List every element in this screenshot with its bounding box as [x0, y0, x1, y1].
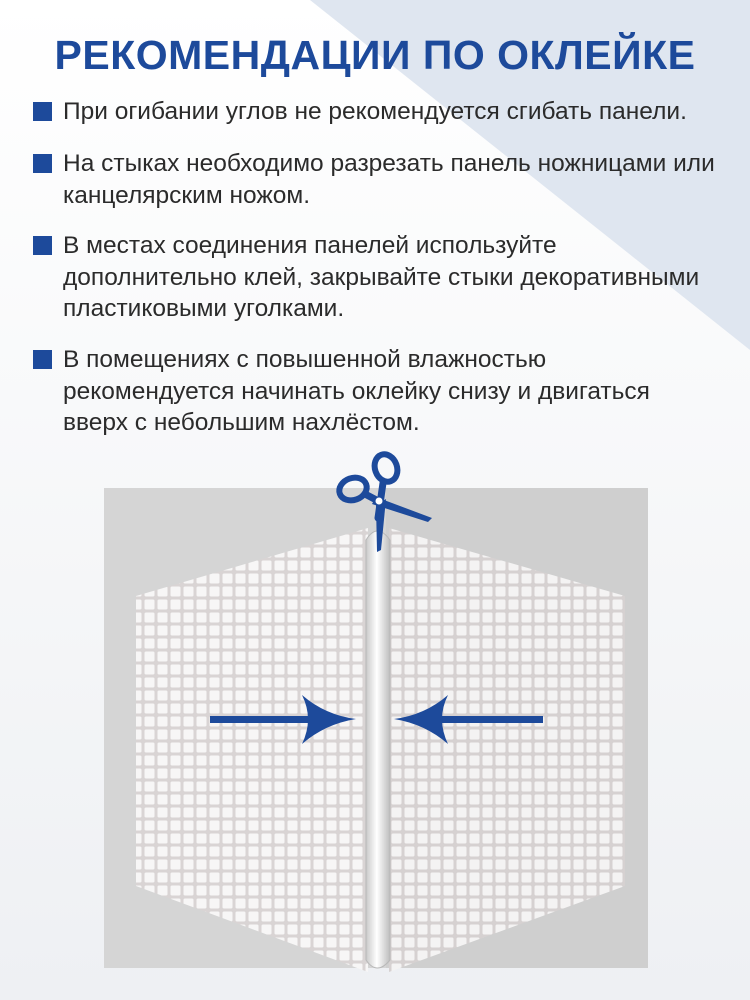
- page-title: РЕКОМЕНДАЦИИ ПО ОКЛЕЙКЕ: [54, 32, 696, 78]
- list-item-text: В местах соединения панелей используйте дополнительно клей, закрывайте стыки декоративными пластиковыми уголками.: [63, 232, 700, 322]
- list-item-text: В помещениях с повышенной влажностью рекомендуется начинать оклейку снизу и двигаться вверх с небольшим нахлёстом.: [63, 346, 650, 436]
- square-bullet-icon: [33, 236, 52, 255]
- square-bullet-icon: [33, 350, 52, 369]
- corner-trim-strip: [366, 531, 390, 968]
- list-item-text: При огибании углов не рекомендуется сгибать панели.: [63, 98, 687, 125]
- corner-joint-illustration: [0, 440, 750, 1000]
- square-bullet-icon: [33, 102, 52, 121]
- square-bullet-icon: [33, 154, 52, 173]
- list-item-text: На стыках необходимо разрезать панель ножницами или канцелярским ножом.: [63, 150, 715, 209]
